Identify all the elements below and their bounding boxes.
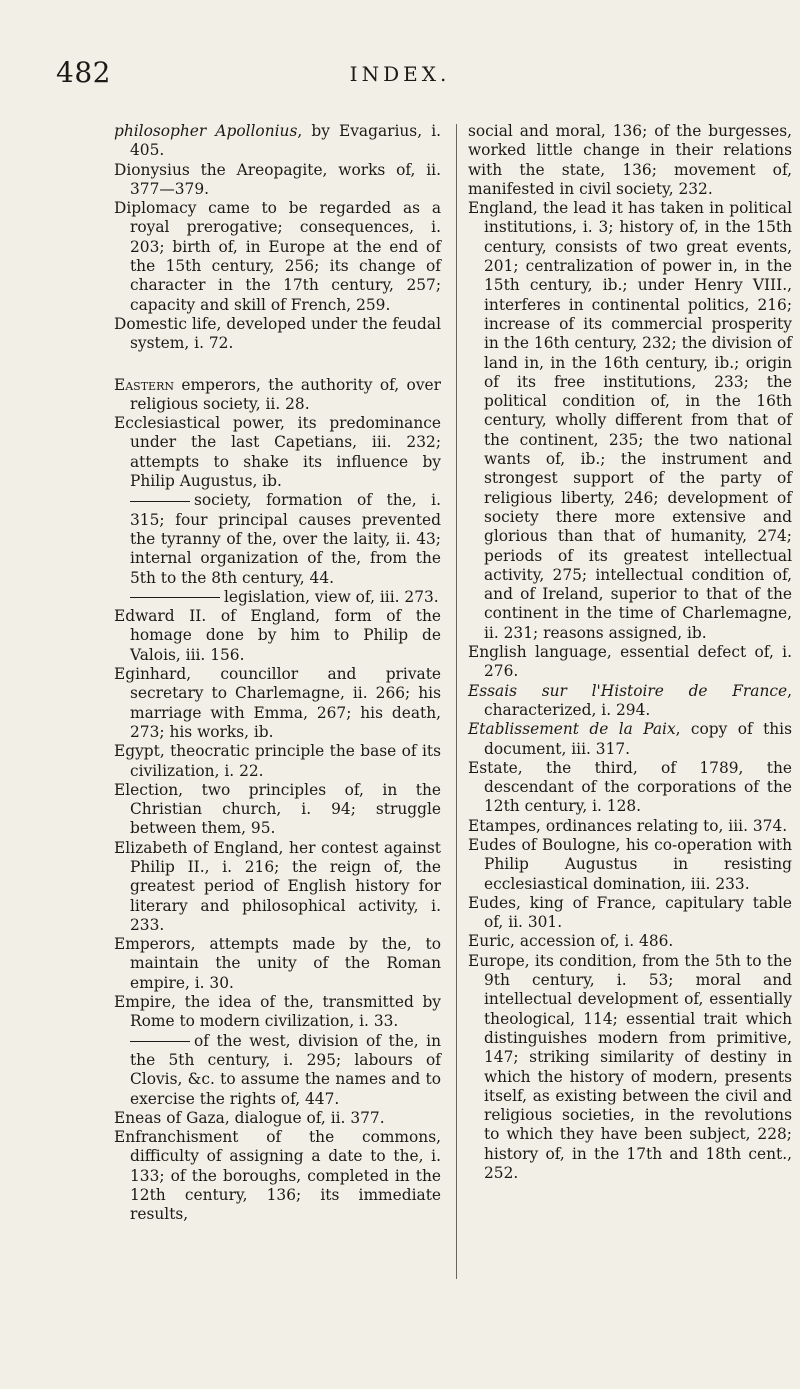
index-entry (114, 993, 441, 1032)
index-entry (114, 935, 441, 993)
index-entry (114, 839, 441, 935)
entry-lead: Eastern (114, 375, 174, 394)
page-number: 482 (56, 56, 111, 89)
index-entry (468, 836, 792, 894)
entry-lead: Etablissement de la Paix (468, 720, 676, 739)
entry-text: England, the lead it has taken in political institutions, i. 3; history of, in the 15th century, consists of two great events, 201; centralization of power in, in the 15th century, ib.; under Henry VIII., interferes in continental politics, 216; increase of its commercial prosperity in the 16th century, 232; the division of land in, in the 16th century, ib.; origin of its free institutions, 233; the political condition of, in the 16th century, wholly different from that of the continent, 235; the two national wants of, ib.; the instrument and strongest support of the party of religious liberty, 246; development of society there more extensive and glorious than that of humanity, 274; periods of its greatest intellectual activity, 275; intellectual condition of, and of Ireland, superior to that of the continent in the time of Charlemagne, ii. 231; reasons assigned, ib. (468, 199, 792, 642)
entry-text: of the west, division of the, in the 5th century, i. 295; labours of Clovis, &c. to assume the names and to exercise the rights of, 447. (130, 1031, 441, 1108)
index-entry (468, 932, 792, 951)
entry-text: Enfranchisment of the commons, difficulty of assigning a date to the, i. 133; of the boroughs, completed in the 12th century, 136; its immediate results, (114, 1128, 441, 1224)
entry-text: Emperors, attempts made by the, to maintain the unity of the Roman empire, i. 30. (114, 935, 441, 992)
index-entry (468, 643, 792, 682)
entry-text: Egypt, theocratic principle the base of its civilization, i. 22. (114, 742, 441, 780)
index-entry (114, 665, 441, 742)
entry-lead: philosopher Apollonius (114, 122, 298, 140)
index-entry (468, 817, 792, 836)
index-entry (114, 1128, 441, 1224)
index-entry (114, 781, 441, 839)
index-entry (114, 199, 441, 315)
entry-text: emperors, the authority of, over religious society, ii. 28. (130, 375, 441, 413)
entry-text: Election, two principles of, in the Christian church, i. 94; struggle between them, 95. (114, 780, 441, 838)
index-entry (114, 491, 441, 587)
entry-text: , by Evagarius, i. 405. (130, 122, 442, 160)
index-entry (114, 1032, 441, 1109)
entry-text: Eudes of Boulogne, his co-operation with Philip Augustus in resisting ecclesiastical domination, iii. 233. (468, 835, 792, 893)
entry-text: Europe, its condition, from the 5th to the 9th century, i. 53; moral and intellectual development of, essentially theological, 114; essential trait which distinguishes modern from primitive, 147; striking similarity of destiny in which the history of modern, presents itself, as existing between the civil and religious societies, in the revolutions to which they have been subject, 228; history of, in the 17th and 18th cent., 252. (468, 951, 792, 1183)
index-entry (114, 315, 441, 354)
index-entry (114, 161, 441, 200)
entry-text: Eginhard, councillor and private secretary to Charlemagne, ii. 266; his marriage with Emma, 267; his death, 273; his works, ib. (114, 665, 441, 741)
entry-text: , characterized, i. 294. (484, 681, 792, 719)
entry-text: Edward II. of England, form of the homage done by him to Philip de Valois, iii. 156. (114, 607, 441, 664)
index-column-left (114, 122, 441, 1225)
entry-text: society, formation of the, i. 315; four principal causes prevented the tyranny of the, over the laity, ii. 43; internal organization of the, from the 5th to the 8th century, 44. (130, 491, 441, 587)
entry-text: Eneas of Gaza, dialogue of, ii. 377. (114, 1108, 385, 1127)
index-entry (468, 759, 792, 817)
ditto-dash (130, 1041, 190, 1042)
index-entry (468, 952, 792, 1184)
running-head: INDEX. (349, 62, 451, 86)
entry-text: Etampes, ordinances relating to, iii. 374. (468, 816, 788, 835)
entry-text: Elizabeth of England, her contest against Philip II., i. 216; the reign of, the greatest period of English history for literary and philosophical activity, i. 233. (114, 838, 441, 934)
entry-gap (114, 354, 441, 376)
entry-text: Euric, accession of, i. 486. (468, 932, 674, 951)
index-entry (468, 199, 792, 643)
index-entry (114, 414, 441, 491)
ditto-dash (130, 501, 190, 502)
index-entry (114, 607, 441, 665)
index-entry (468, 720, 792, 759)
index-entry (468, 122, 792, 199)
entry-text: Domestic life, developed under the feudal system, i. 72. (114, 314, 441, 353)
entry-lead: Essais sur l'Histoire de France (468, 681, 788, 700)
entry-text: Ecclesiastical power, its predominance under the last Capetians, iii. 232; attempts to shake its influence by Philip Augustus, ib. (114, 414, 441, 491)
entry-text: Empire, the idea of the, transmitted by Rome to modern civilization, i. 33. (114, 993, 441, 1031)
index-entry (114, 1109, 441, 1128)
entry-text: , copy of this document, iii. 317. (484, 720, 792, 758)
entry-text: Eudes, king of France, capitulary table of, ii. 301. (468, 893, 792, 932)
index-entry (114, 742, 441, 781)
entry-text: Estate, the third, of 1789, the descendant of the corporations of the 12th century, i. 128. (468, 758, 792, 816)
entry-text: English language, essential defect of, i. 276. (468, 643, 792, 681)
entry-text: social and moral, 136; of the burgesses, worked little change in their relations with the state, 136; movement of, manifested in civil society, 232. (468, 122, 792, 198)
entry-text: Dionysius the Areopagite, works of, ii. 377—379. (114, 160, 441, 198)
index-entry (468, 894, 792, 933)
index-entry (114, 122, 441, 161)
index-entry (114, 376, 441, 415)
index-column-right (468, 122, 792, 1183)
ditto-dash (130, 597, 220, 598)
entry-text: legislation, view of, iii. 273. (224, 587, 439, 606)
index-entry (114, 588, 441, 607)
index-entry (468, 682, 792, 721)
entry-text: Diplomacy came to be regarded as a royal prerogative; consequences, i. 203; birth of, in Europe at the end of the 15th century, 256; its change of character in the 17th century, 257; capacity and skill of French, 259. (114, 199, 441, 314)
column-divider (456, 124, 457, 1279)
page-header (0, 56, 800, 96)
